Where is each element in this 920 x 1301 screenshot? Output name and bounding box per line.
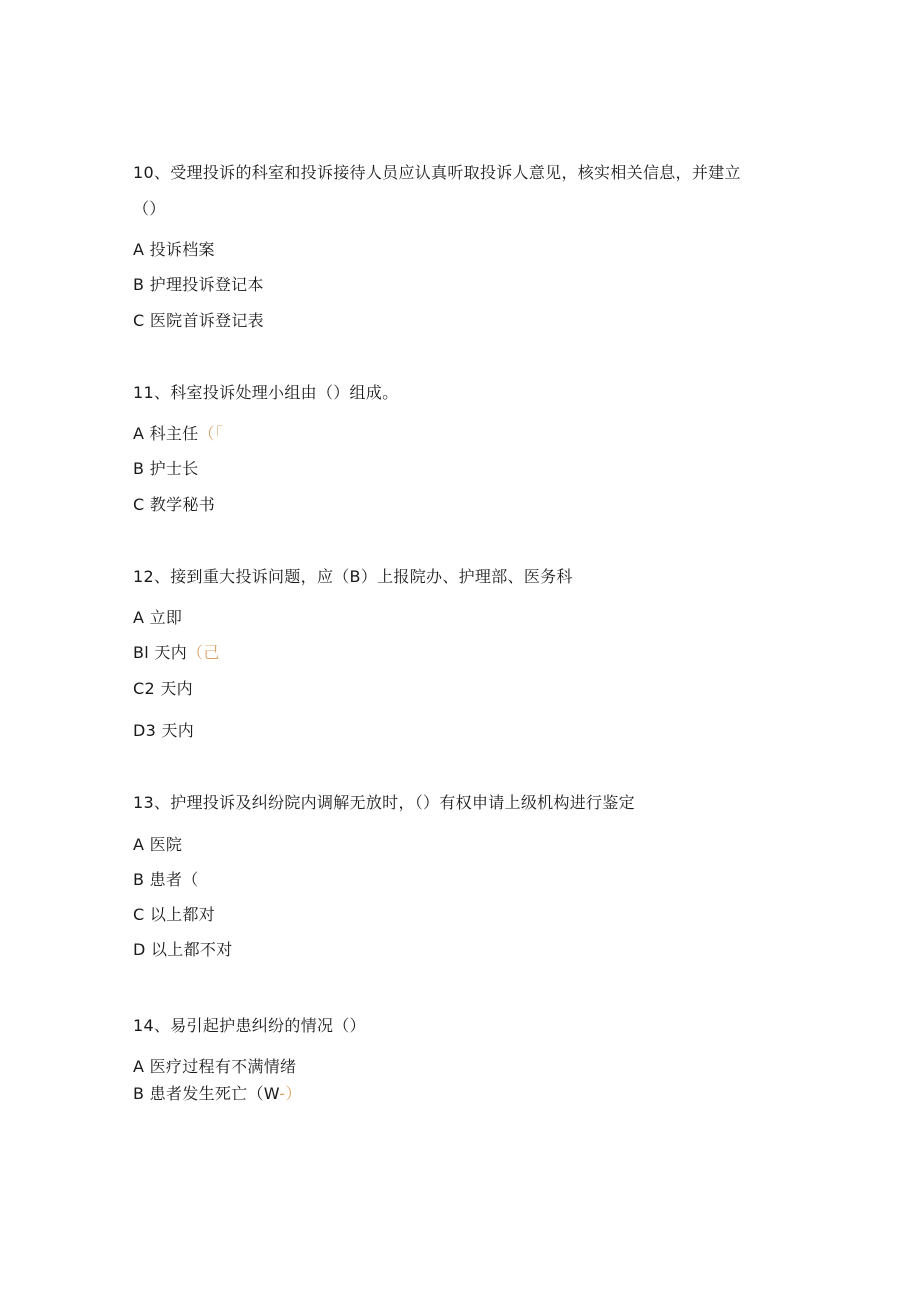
question-12-option-d: D3 天内 xyxy=(133,721,195,740)
question-12-stem: 12、接到重大投诉问题，应（B）上报院办、护理部、医务科 xyxy=(133,567,573,586)
question-10-option-c: C 医院首诉登记表 xyxy=(133,311,264,330)
question-11-stem: 11、科室投诉处理小组由（）组成。 xyxy=(133,383,399,402)
question-13-option-a: A 医院 xyxy=(133,835,183,854)
option-text: Bl 天内 xyxy=(133,643,188,662)
question-12-option-c: C2 天内 xyxy=(133,679,193,698)
option-text: A 科主任 xyxy=(133,424,199,443)
question-12-option-b xyxy=(133,643,220,663)
option-text: B 患者发生死亡（W xyxy=(133,1084,280,1103)
question-13-option-d: D 以上都不对 xyxy=(133,940,233,959)
question-14-option-b xyxy=(133,1084,302,1104)
question-13-option-b: B 患者（ xyxy=(133,870,199,889)
question-10-stem-line2: （） xyxy=(133,199,166,218)
question-10-stem-line1: 10、受理投诉的科室和投诉接待人员应认真听取投诉人意见，核实相关信息，并建立 xyxy=(133,163,741,182)
question-12-option-a: A 立即 xyxy=(133,608,183,627)
question-11-option-b: B 护士长 xyxy=(133,459,199,478)
question-14-stem: 14、易引起护患纠纷的情况（） xyxy=(133,1016,366,1035)
question-13-stem: 13、护理投诉及纠纷院内调解无放时，（）有权申请上级机构进行鉴定 xyxy=(133,793,635,812)
answer-mark: （「 xyxy=(198,424,224,443)
question-13-option-c: C 以上都对 xyxy=(133,905,216,924)
answer-mark: -） xyxy=(279,1084,302,1103)
answer-mark: （己 xyxy=(187,643,220,662)
question-11-option-a xyxy=(133,424,223,444)
question-11-option-c: C 教学秘书 xyxy=(133,495,216,514)
question-10-option-b: B 护理投诉登记本 xyxy=(133,275,264,294)
question-10-option-a: A 投诉档案 xyxy=(133,240,215,259)
question-14-option-a: A 医疗过程有不满情绪 xyxy=(133,1057,297,1076)
